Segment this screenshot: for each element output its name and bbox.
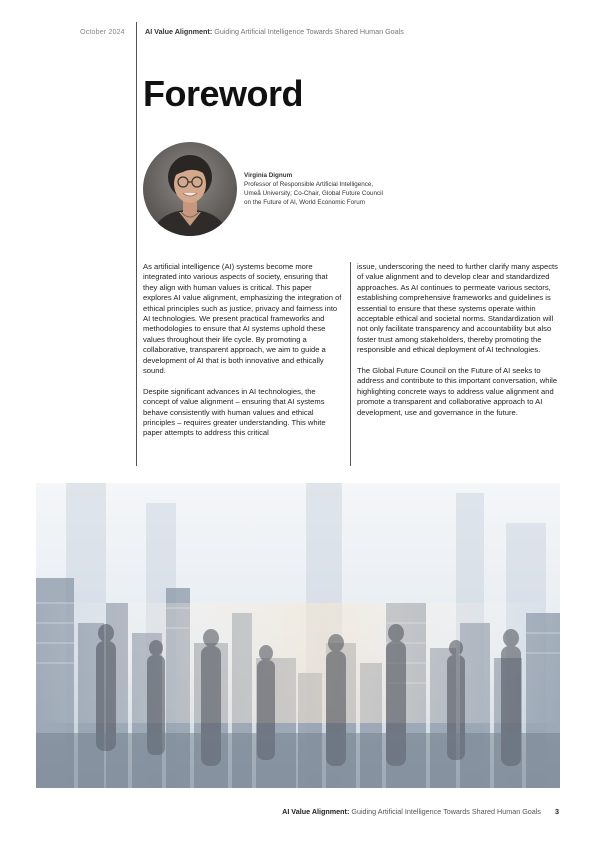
footer-title <box>282 807 541 816</box>
author-role: Professor of Responsible Artificial Intelligence, <box>244 181 374 188</box>
header-title-rest: Guiding Artificial Intelligence Towards Shared Human Goals <box>212 27 404 36</box>
footer-title-bold: AI Value Alignment: <box>282 807 350 816</box>
column-divider <box>350 262 351 466</box>
page-title: Foreword <box>143 73 304 114</box>
body-paragraph: issue, underscoring the need to further clarify many aspects of value alignment and to develop clear and standardized approaches. As AI continues to permeate various sectors, establishing comprehensive frameworks and guidelines is essential to ensure that these systems operate within acceptable ethical and societal norms. Standardization will not only facilitate transparency and accountability but also foster trust among stakeholders, thereby promoting the responsible and ethical deployment of AI technologies. <box>357 262 558 355</box>
author-role: on the Future of AI, World Economic Forum <box>244 199 365 206</box>
city-crowd-image <box>36 483 560 788</box>
author-block <box>244 171 383 207</box>
body-column-left <box>143 262 342 449</box>
footer-title-rest: Guiding Artificial Intelligence Towards Shared Human Goals <box>349 807 541 816</box>
body-paragraph: The Global Future Council on the Future of AI seeks to address and contribute to this important conversation, while highlighting concrete ways to address value alignment and promote a transparent and collaborative approach to AI development, use and governance in the future. <box>357 366 558 417</box>
header-date: October 2024 <box>80 27 125 36</box>
author-name: Virginia Dignum <box>244 172 293 179</box>
header-title <box>145 27 404 36</box>
author-role: Umeå University; Co-Chair, Global Future Council <box>244 190 383 197</box>
author-photo <box>143 142 237 236</box>
header-title-bold: AI Value Alignment: <box>145 27 213 36</box>
page-number: 3 <box>555 807 559 816</box>
vertical-rule <box>136 22 137 466</box>
body-column-right <box>357 262 563 428</box>
body-paragraph: Despite significant advances in AI technologies, the concept of value alignment – ensuring that AI systems behave consistently with human values and ethical principles – requires greater understanding. This white paper attempts to address this critical <box>143 386 326 438</box>
body-paragraph: As artificial intelligence (AI) systems become more integrated into various aspects of society, ensuring that they align with human values is critical. This paper explores AI value alignment, emphasizing the integration of ethical principles such as justice, privacy and fairness into AI technologies. We present practical frameworks and methodologies to ensure that AI systems uphold these values throughout their life cycle. By promoting a collaborative, transparent approach, we aim to guide a development of AI that is both innovative and ethically sound. <box>143 262 342 376</box>
